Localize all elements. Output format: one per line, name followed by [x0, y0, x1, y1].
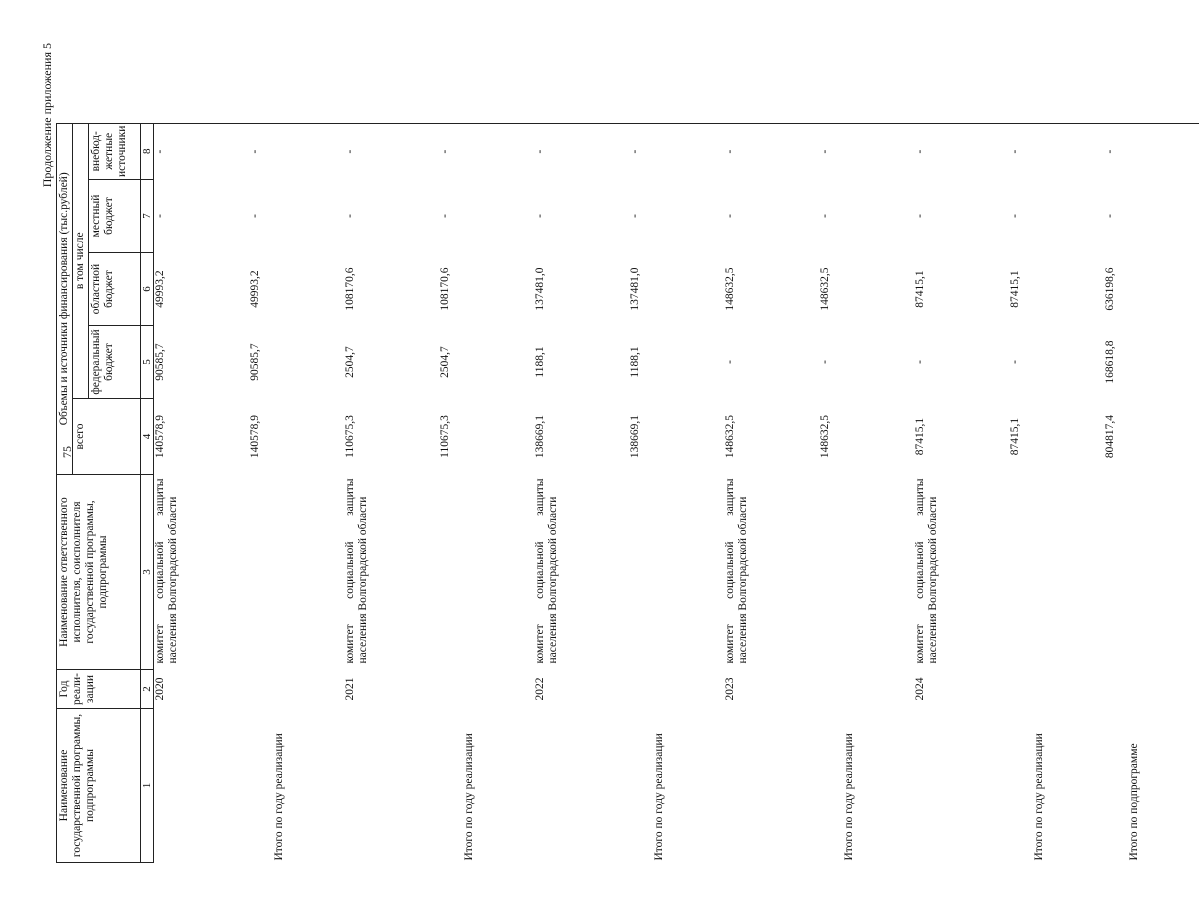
header-year: Год реали-зации	[57, 670, 141, 709]
extrabudgetary-value: -	[724, 123, 819, 179]
year-cell	[819, 670, 914, 709]
local-value: -	[1104, 214, 1116, 218]
table-row	[534, 123, 629, 862]
year-cell	[439, 670, 534, 709]
header-total: всего	[73, 399, 141, 475]
row-label: Итого по году реализации	[1033, 733, 1045, 861]
year-cell: 2021	[344, 677, 356, 701]
local-value: -	[249, 214, 261, 218]
regional-value: 108170,6	[344, 267, 356, 311]
regional-value: 636198,6	[1104, 267, 1116, 311]
total-value: 148632,5	[724, 414, 736, 459]
table-row	[629, 123, 724, 862]
federal-value: -	[819, 360, 831, 364]
header-regional: областной бюджет	[89, 253, 141, 326]
local-value: -	[1009, 214, 1021, 218]
local-value: -	[344, 214, 356, 218]
continuation-label: Продолжение приложения 5	[40, 43, 54, 188]
year-cell: 2024	[914, 677, 926, 701]
local-value: -	[914, 214, 926, 218]
page-number: 75	[60, 446, 74, 458]
row-label	[534, 709, 629, 863]
extrabudgetary-value: -	[249, 123, 344, 179]
total-value: 87415,1	[914, 417, 926, 456]
year-cell: 2020	[154, 677, 166, 701]
regional-value: 137481,0	[629, 267, 641, 311]
total-value: 804817,4	[1104, 414, 1116, 459]
header-including: в том числе	[73, 123, 89, 398]
federal-value: 1188,1	[629, 346, 641, 378]
column-number: 7	[141, 180, 154, 253]
executor-cell	[249, 475, 344, 670]
federal-value: 90585,7	[249, 343, 261, 381]
extrabudgetary-value: -	[534, 123, 629, 179]
local-value: -	[629, 214, 641, 218]
executor-cell: комитет социальной защиты населения Волгоградской области	[724, 478, 749, 664]
local-value: -	[724, 214, 736, 218]
year-cell: 2023	[724, 677, 736, 701]
extrabudgetary-value: -	[439, 123, 534, 179]
regional-value: 137481,0	[534, 267, 546, 311]
federal-value: 2504,7	[439, 346, 451, 378]
regional-value: 87415,1	[914, 270, 926, 308]
funding-table	[56, 123, 1199, 863]
column-number: 6	[141, 253, 154, 326]
table-body	[154, 123, 1199, 862]
row-label: Итого по году реализации	[843, 733, 855, 861]
row-label: Итого по году реализации	[653, 733, 665, 861]
year-cell	[1104, 670, 1199, 709]
header-funding-group: Объемы и источники финансирования (тыс.рублей)	[57, 123, 73, 474]
year-cell: 2022	[534, 677, 546, 701]
row-label	[724, 709, 819, 863]
executor-cell	[629, 475, 724, 670]
extrabudgetary-value: -	[1009, 123, 1104, 179]
table-row	[819, 123, 914, 862]
row-label	[344, 709, 439, 863]
table-row	[1104, 123, 1199, 862]
table-row	[1009, 123, 1104, 862]
table-row	[249, 123, 344, 862]
year-cell	[249, 670, 344, 709]
local-value: -	[819, 214, 831, 218]
executor-cell	[439, 475, 534, 670]
executor-cell: комитет социальной защиты населения Волгоградской области	[344, 478, 369, 664]
extrabudgetary-value: -	[1104, 123, 1199, 179]
regional-value: 87415,1	[1009, 270, 1021, 308]
rotated-page-content	[40, 43, 1140, 863]
federal-value: 2504,7	[344, 346, 356, 378]
total-value: 87415,1	[1009, 417, 1021, 456]
regional-value: 49993,2	[154, 270, 166, 308]
federal-value: -	[1009, 360, 1021, 364]
column-number-row	[141, 123, 154, 862]
column-number: 4	[141, 399, 154, 475]
regional-value: 148632,5	[724, 267, 736, 311]
local-value: -	[154, 214, 166, 218]
executor-cell	[1009, 475, 1104, 670]
regional-value: 148632,5	[819, 267, 831, 311]
local-value: -	[439, 214, 451, 218]
header-executor: Наименование ответственного исполнителя, соисполнителя государственной программы, подпрограммы	[57, 475, 141, 670]
header-federal: федеральный бюджет	[89, 326, 141, 399]
extrabudgetary-value: -	[819, 123, 914, 179]
total-value: 138669,1	[629, 414, 641, 459]
total-value: 140578,9	[249, 414, 261, 459]
table-row	[154, 123, 250, 862]
extrabudgetary-value: -	[914, 123, 1009, 179]
extrabudgetary-value: -	[629, 123, 724, 179]
executor-cell	[1104, 475, 1199, 670]
table-row	[439, 123, 534, 862]
row-label: Итого по году реализации	[463, 733, 475, 861]
extrabudgetary-value: -	[154, 123, 250, 179]
federal-value: 90585,7	[154, 343, 166, 381]
table-row	[724, 123, 819, 862]
row-label: Итого по подпрограмме	[1128, 743, 1140, 861]
total-value: 140578,9	[154, 414, 166, 459]
row-label: Итого по году реализации	[273, 733, 285, 861]
total-value: 110675,3	[344, 415, 356, 458]
regional-value: 108170,6	[439, 267, 451, 311]
table-row	[914, 123, 1009, 862]
column-number: 8	[141, 123, 154, 179]
header-program-name: Наименование государственной программы, подпрограммы	[57, 709, 141, 863]
header-extrabudgetary: внебюд-жетные источники	[89, 123, 141, 179]
executor-cell: комитет социальной защиты населения Волгоградской области	[534, 478, 559, 664]
federal-value: 1188,1	[534, 346, 546, 378]
table-row	[344, 123, 439, 862]
year-cell	[629, 670, 724, 709]
total-value: 148632,5	[819, 414, 831, 459]
local-value: -	[534, 214, 546, 218]
year-cell	[1009, 670, 1104, 709]
row-label	[914, 709, 1009, 863]
federal-value: 168618,8	[1104, 340, 1116, 384]
extrabudgetary-value: -	[344, 123, 439, 179]
header-local: местный бюджет	[89, 180, 141, 253]
total-value: 110675,3	[439, 415, 451, 458]
federal-value: -	[724, 360, 736, 364]
row-label	[154, 709, 250, 863]
regional-value: 49993,2	[249, 270, 261, 308]
column-number: 2	[141, 670, 154, 709]
executor-cell: комитет социальной защиты населения Волгоградской области	[914, 478, 939, 664]
executor-cell	[819, 475, 914, 670]
column-number: 5	[141, 326, 154, 399]
column-number: 3	[141, 475, 154, 670]
executor-cell: комитет социальной защиты населения Волгоградской области	[154, 478, 179, 664]
column-number: 1	[141, 709, 154, 863]
federal-value: -	[914, 360, 926, 364]
total-value: 138669,1	[534, 414, 546, 459]
